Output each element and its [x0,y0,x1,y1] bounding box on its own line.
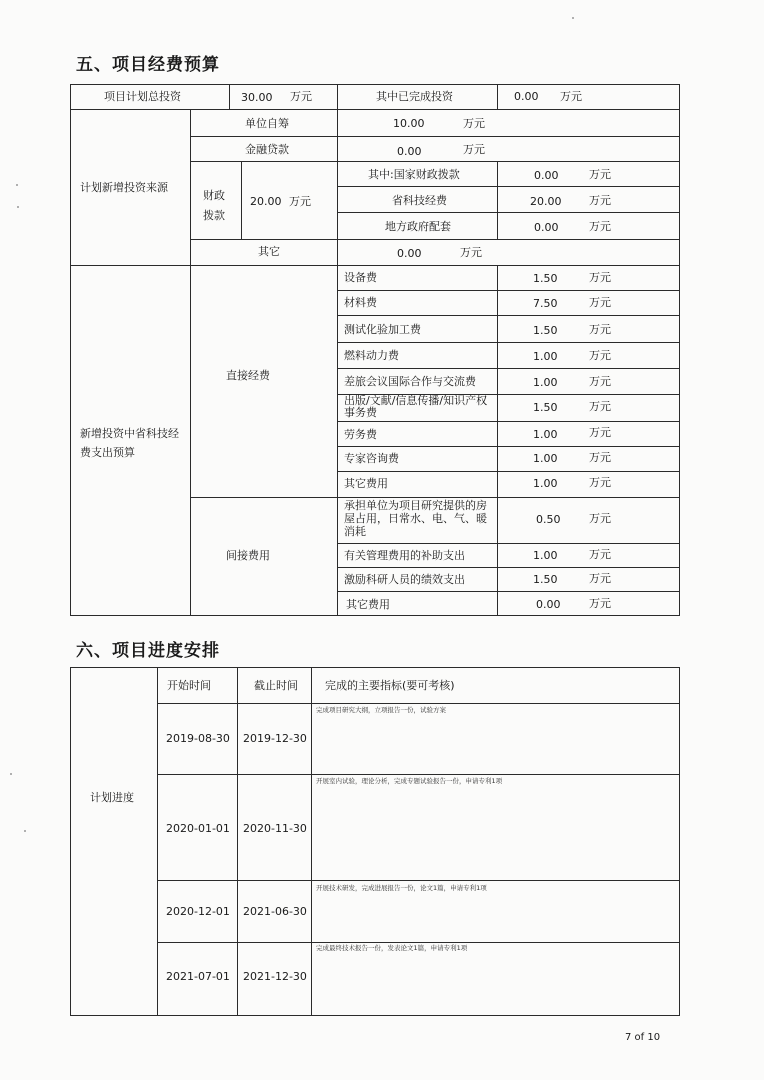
row-start-date: 2019-08-30 [166,732,230,745]
page-number: 7 of 10 [625,1032,661,1043]
unit: 万元 [589,220,611,233]
direct-item-value: 1.00 [533,376,558,389]
self-raised-label: 单位自筹 [245,117,289,130]
direct-item-name: 其它费用 [344,477,388,490]
other-value: 0.00 [397,247,422,260]
unit: 万元 [589,572,611,585]
direct-item-name: 燃料动力费 [344,349,399,362]
local-value: 0.00 [534,221,559,234]
col-end-header: 截止时间 [254,679,298,692]
direct-item-value: 7.50 [533,297,558,310]
unit: 万元 [589,426,611,439]
unit: 万元 [589,451,611,464]
scan-speck [17,206,19,208]
direct-item-name: 差旅会议国际合作与交流费 [344,375,476,388]
indirect-item-value: 1.50 [533,573,558,586]
unit: 万元 [560,90,582,103]
national-value: 0.00 [534,169,559,182]
unit: 万元 [460,246,482,259]
completed-value: 0.00 [514,90,539,103]
indirect-item-name: 其它费用 [346,598,390,611]
direct-item-value: 1.00 [533,452,558,465]
row-goal: 完成最终技术报告一份，发表论文1篇，申请专利1项 [316,944,468,952]
direct-item-value: 1.00 [533,477,558,490]
indirect-item-name: 承担单位为项目研究提供的房屋占用，日常水、电、气、暖消耗 [344,499,487,538]
direct-item-value: 1.00 [533,428,558,441]
indirect-item-value: 0.50 [536,513,561,526]
unit: 万元 [290,90,312,103]
scan-speck [10,773,12,775]
direct-label: 直接经费 [226,369,270,382]
national-label: 其中:国家财政拨款 [368,168,460,181]
loan-label: 金融贷款 [245,143,289,156]
scan-speck [16,184,18,186]
unit: 万元 [589,323,611,336]
source-label: 计划新增投资来源 [80,181,168,194]
schedule-row-label: 计划进度 [90,791,134,804]
col-start-header: 开始时间 [167,679,211,692]
local-label: 地方政府配套 [385,220,451,233]
direct-item-name: 劳务费 [344,428,377,441]
unit: 万元 [589,194,611,207]
direct-item-value: 1.50 [533,272,558,285]
unit: 万元 [589,168,611,181]
unit: 万元 [589,597,611,610]
budget-label: 新增投资中省科技经费支出预算 [80,427,179,459]
unit: 万元 [589,296,611,309]
direct-item-value: 1.00 [533,350,558,363]
direct-item-value: 1.50 [533,324,558,337]
unit: 万元 [463,143,485,156]
indirect-item-name: 激励科研人员的绩效支出 [344,573,465,586]
self-raised-value: 10.00 [393,117,425,130]
row-end-date: 2021-12-30 [243,970,307,983]
indirect-item-value: 1.00 [533,549,558,562]
other-label: 其它 [258,245,280,258]
indirect-item-name: 有关管理费用的补助支出 [344,549,465,562]
unit: 万元 [589,476,611,489]
row-start-date: 2020-01-01 [166,822,230,835]
direct-item-name: 专家咨询费 [344,452,399,465]
unit: 万元 [289,195,311,208]
row-goal: 开展室内试验，理论分析，完成专题试验报告一份，申请专利1项 [316,777,503,785]
section5-title: 五、项目经费预算 [76,55,220,75]
total-value: 30.00 [241,91,273,104]
fiscal-value: 20.00 [250,195,282,208]
row-end-date: 2019-12-30 [243,732,307,745]
row-goal: 完成项目研究大纲，立项报告一份，试验方案 [316,706,446,714]
direct-item-name: 出版/文献/信息传播/知识产权事务费 [344,394,488,419]
indirect-item-value: 0.00 [536,598,561,611]
direct-item-name: 测试化验加工费 [344,323,421,336]
unit: 万元 [589,512,611,525]
provincial-label: 省科技经费 [392,194,447,207]
row-end-date: 2021-06-30 [243,905,307,918]
section6-title: 六、项目进度安排 [76,641,220,661]
row-end-date: 2020-11-30 [243,822,307,835]
completed-label: 其中已完成投资 [376,90,453,103]
total-label: 项目计划总投资 [104,90,181,103]
scan-speck [572,17,574,19]
unit: 万元 [589,400,611,413]
provincial-value: 20.00 [530,195,562,208]
direct-item-value: 1.50 [533,401,558,414]
unit: 万元 [589,548,611,561]
indirect-label: 间接费用 [226,549,270,562]
row-goal: 开展技术研发，完成进展报告一份，论文1篇，申请专利1项 [316,884,487,892]
direct-item-name: 材料费 [344,296,377,309]
col-goal-header: 完成的主要指标(要可考核) [325,679,455,692]
unit: 万元 [589,271,611,284]
unit: 万元 [589,375,611,388]
scan-speck [24,830,26,832]
unit: 万元 [589,349,611,362]
row-start-date: 2021-07-01 [166,970,230,983]
loan-value: 0.00 [397,145,422,158]
row-start-date: 2020-12-01 [166,905,230,918]
direct-item-name: 设备费 [344,271,377,284]
unit: 万元 [463,117,485,130]
fiscal-label: 财政拨款 [203,189,225,222]
